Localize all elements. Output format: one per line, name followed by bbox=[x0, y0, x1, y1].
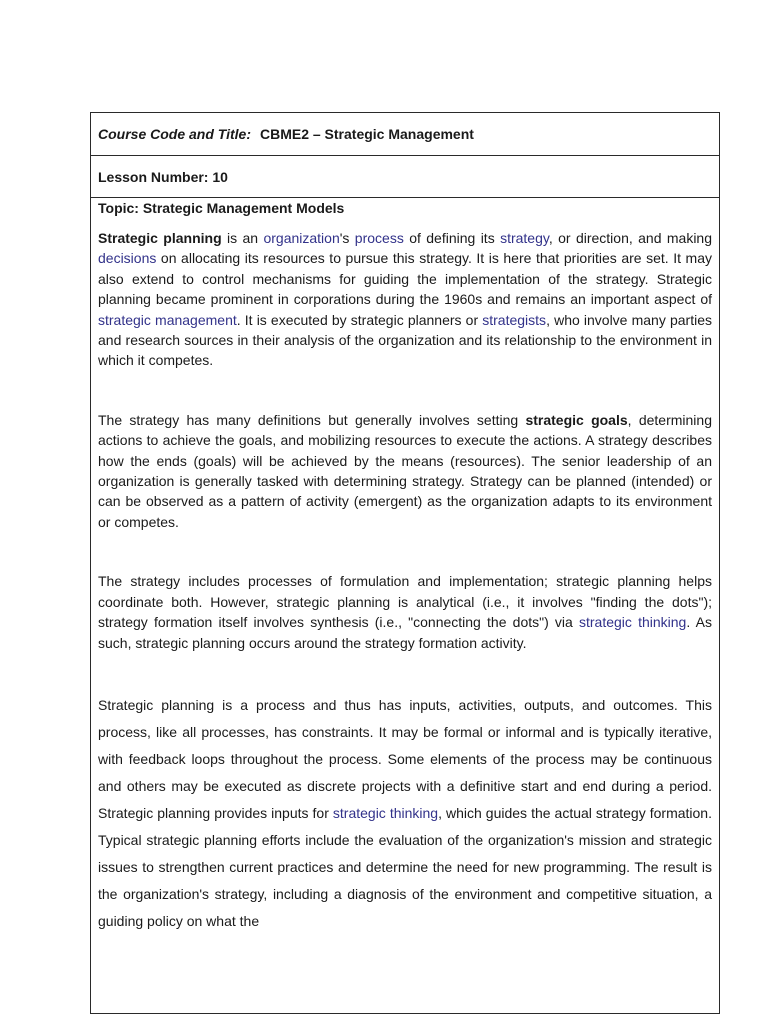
term-strategic-planning: Strategic planning bbox=[98, 230, 222, 246]
link-strategic-thinking-2[interactable]: strategic thinking bbox=[332, 804, 439, 821]
text-run: . It is executed by strategic planners or bbox=[236, 311, 483, 328]
lesson-row bbox=[91, 156, 719, 198]
link-strategic-thinking[interactable]: strategic thinking bbox=[579, 614, 687, 631]
paragraph-2 bbox=[98, 410, 712, 532]
text-run: on allocating its resources to pursue this strategy. It is here that priorities are set. It may also extend to control mechanisms for guiding the implementation of the strategy. Strategic planning became prominent in corporations during the 1960s and remains an important aspect of bbox=[98, 250, 712, 308]
text-run: , or direction, and making bbox=[548, 230, 713, 246]
link-strategists[interactable]: strategists bbox=[482, 311, 547, 328]
link-process[interactable]: process bbox=[354, 230, 404, 246]
link-organization[interactable]: organization bbox=[263, 230, 340, 246]
paragraph-3 bbox=[98, 571, 712, 653]
link-decisions[interactable]: decisions bbox=[98, 250, 157, 267]
text-run: is an bbox=[221, 230, 264, 246]
text-run: . As such, strategic planning occurs around the strategy formation activity. bbox=[98, 614, 712, 651]
text-run: 's bbox=[339, 230, 355, 246]
text-run: of defining its bbox=[403, 230, 501, 246]
term-strategic-goals: strategic goals bbox=[525, 411, 628, 428]
lesson-number: Lesson Number: 10 bbox=[98, 168, 228, 185]
paragraph-4 bbox=[98, 692, 712, 935]
course-label: Course Code and Title: bbox=[98, 126, 251, 142]
link-strategic-management[interactable]: strategic management bbox=[98, 311, 237, 328]
topic-heading: Topic: Strategic Management Models bbox=[98, 200, 345, 216]
content-row bbox=[91, 198, 719, 1013]
text-run: , which guides the actual strategy formation. Typical strategic planning efforts include the evaluation of the organization's mission and strategic issues to strengthen current practices and determine the need for new programming. The result is the organization's strategy, including a diagnosis of the environment and competitive situation, a guiding policy on what the bbox=[98, 804, 712, 929]
link-strategy[interactable]: strategy bbox=[500, 230, 549, 246]
text-run: , who involve many parties and research sources in their analysis of the organization and its relationship to the environment in which it competes. bbox=[98, 311, 712, 369]
text-run: , determining actions to achieve the goals, and mobilizing resources to execute the actions. A strategy describes how the ends (goals) will be achieved by the means (resources). The senior leadership of an organization is generally tasked with determining strategy. Strategy can be planned (intended) or can be observed as a pattern of activity (emergent) as the organization adapts to its environment or competes. bbox=[98, 411, 712, 530]
text-run: The strategy includes processes of formulation and implementation; strategic planning helps coordinate both. However, strategic planning is analytical (i.e., it involves "finding the dots"); strategy formation itself involves synthesis (i.e., "connecting the dots") via bbox=[98, 573, 712, 631]
text-run: Strategic planning is a process and thus has inputs, activities, outputs, and outcomes. This process, like all processes, has constraints. It may be formal or informal and is typically iterative, with feedback loops throughout the process. Some elements of the process may be continuous and others may be executed as discrete projects with a definitive start and end during a period. Strategic planning provides inputs for bbox=[98, 696, 712, 821]
lesson-table bbox=[90, 112, 720, 1014]
course-row bbox=[91, 113, 719, 156]
paragraph-1 bbox=[98, 228, 712, 371]
course-title: CBME2 – Strategic Management bbox=[259, 126, 474, 142]
text-run: The strategy has many definitions but generally involves setting bbox=[98, 411, 526, 428]
